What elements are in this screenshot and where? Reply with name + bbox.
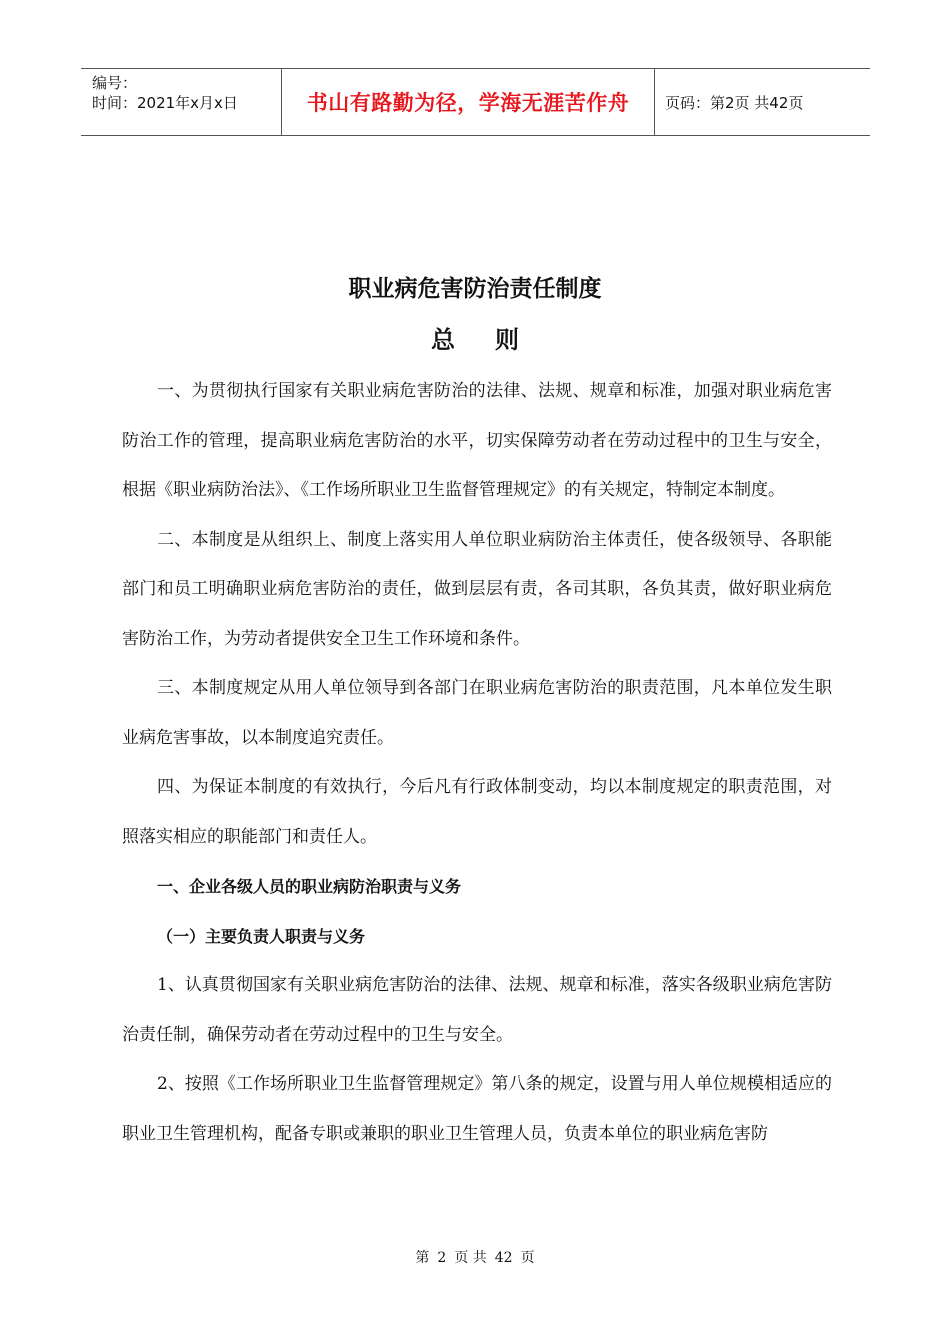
section-heading: 一、企业各级人员的职业病防治职责与义务	[157, 877, 462, 896]
header-meta	[81, 69, 281, 135]
page-header	[81, 68, 870, 136]
header-motto-cell	[281, 69, 655, 135]
list-item: 1、认真贯彻国家有关职业病危害防治的法律、法规、规章和标准，落实各级职业病危害防治责任制，确保劳动者在劳动过程中的卫生与安全。	[122, 975, 832, 1045]
list-item: 2、按照《工作场所职业卫生监督管理规定》第八条的规定，设置与用人单位规模相适应的职业卫生管理机构，配备专职或兼职的职业卫生管理人员，负责本单位的职业病危害防	[122, 1074, 832, 1144]
paragraph: 二、本制度是从组织上、制度上落实用人单位职业病防治主体责任，使各级领导、各职能部门和员工明确职业病危害防治的责任，做到层层有责，各司其职，各负其责，做好职业病危害防治工作，为劳动者提供安全卫生工作环境和条件。	[122, 529, 832, 649]
header-motto: 书山有路勤为径，学海无涯苦作舟	[306, 91, 630, 115]
footer-total-pages: 42	[494, 1250, 513, 1266]
paragraph: 三、本制度规定从用人单位领导到各部门在职业病危害防治的职责范围，凡本单位发生职业病危害事故，以本制度追究责任。	[122, 678, 832, 748]
footer-suffix: 页	[520, 1250, 535, 1266]
footer-middle: 页 共	[454, 1250, 487, 1266]
header-page-info: 页码：第2页 共42页	[665, 93, 804, 112]
footer-current-page: 2	[437, 1250, 447, 1266]
document-subtitle: 总则	[431, 325, 559, 354]
document-number-label: 编号：	[92, 74, 138, 92]
document-title: 职业病危害防治责任制度	[348, 275, 602, 302]
document-time-label: 时间：2021年x月x日	[92, 94, 238, 112]
page-footer	[0, 1247, 950, 1267]
paragraph: 四、为保证本制度的有效执行，今后凡有行政体制变动，均以本制度规定的职责范围，对照落实相应的职能部门和责任人。	[122, 777, 832, 847]
footer-prefix: 第	[415, 1250, 430, 1266]
subsection-heading: （一）主要负责人职责与义务	[157, 926, 366, 946]
document-body	[122, 367, 832, 1159]
paragraph: 一、为贯彻执行国家有关职业病危害防治的法律、法规、规章和标准，加强对职业病危害防治工作的管理，提高职业病危害防治的水平，切实保障劳动者在劳动过程中的卫生与安全，根据《职业病防治法》、《工作场所职业卫生监督管理规定》的有关规定，特制定本制度。	[122, 381, 832, 500]
